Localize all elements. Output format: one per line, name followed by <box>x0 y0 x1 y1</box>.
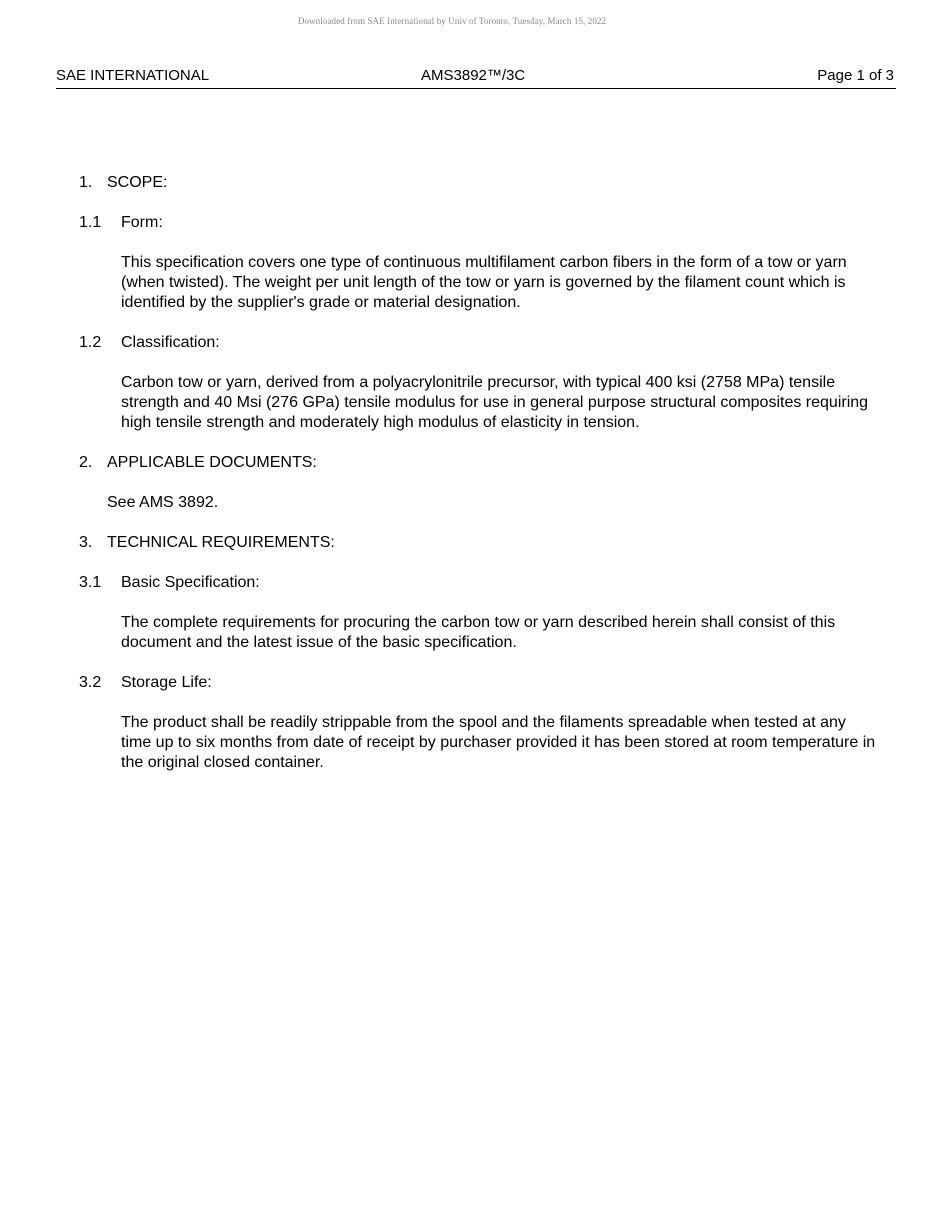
section-3-2-text: The product shall be readily strippable from the spool and the filaments spreadable when tested at any time up to six months from date of receipt by purchaser provided it has been stored at room temperature in the original closed container. <box>121 714 876 771</box>
section-2-heading <box>79 453 879 473</box>
page-header <box>56 66 896 89</box>
section-1-1-text: This specification covers one type of continuous multifilament carbon fibers in the form of a tow or yarn (when twisted). The weight per unit length of the tow or yarn is governed by the filament count which is identified by the supplier's grade or material designation. <box>121 254 847 311</box>
section-title: Storage Life: <box>121 674 212 691</box>
section-title: Classification: <box>121 334 220 351</box>
download-watermark: Downloaded from SAE International by Univ of Toronto, Tuesday, March 15, 2022 <box>297 16 607 26</box>
section-title: SCOPE: <box>107 174 168 191</box>
section-number: 1.1 <box>79 214 102 231</box>
section-title: TECHNICAL REQUIREMENTS: <box>107 534 335 551</box>
section-number: 2. <box>79 454 93 471</box>
section-number: 3.2 <box>79 674 102 691</box>
section-title: APPLICABLE DOCUMENTS: <box>107 454 317 471</box>
section-number: 1.2 <box>79 334 102 351</box>
section-1-1-heading <box>79 213 879 233</box>
document-body <box>79 173 879 773</box>
section-3-1-heading <box>79 573 879 593</box>
section-3-2-heading <box>79 673 879 693</box>
document-number: AMS3892™/3C <box>421 67 526 84</box>
section-3-1-text: The complete requirements for procuring the carbon tow or yarn described herein shall consist of this document and the latest issue of the basic specification. <box>121 614 836 651</box>
page-indicator: Page 1 of 3 <box>817 67 894 84</box>
publisher-name: SAE INTERNATIONAL <box>56 67 210 84</box>
section-number: 1. <box>79 174 93 191</box>
section-1-2-text: Carbon tow or yarn, derived from a polyacrylonitrile precursor, with typical 400 ksi (2758 MPa) tensile strength and 40 Msi (276 GPa) tensile modulus for use in general purpose structural composites requiring high tensile strength and moderately high modulus of elasticity in tension. <box>121 374 869 431</box>
section-2-text: See AMS 3892. <box>107 494 219 511</box>
section-3-heading <box>79 533 879 553</box>
section-number: 3.1 <box>79 574 102 591</box>
section-number: 3. <box>79 534 93 551</box>
section-title: Form: <box>121 214 163 231</box>
section-1-2-heading <box>79 333 879 353</box>
section-1-heading <box>79 173 879 193</box>
section-title: Basic Specification: <box>121 574 260 591</box>
